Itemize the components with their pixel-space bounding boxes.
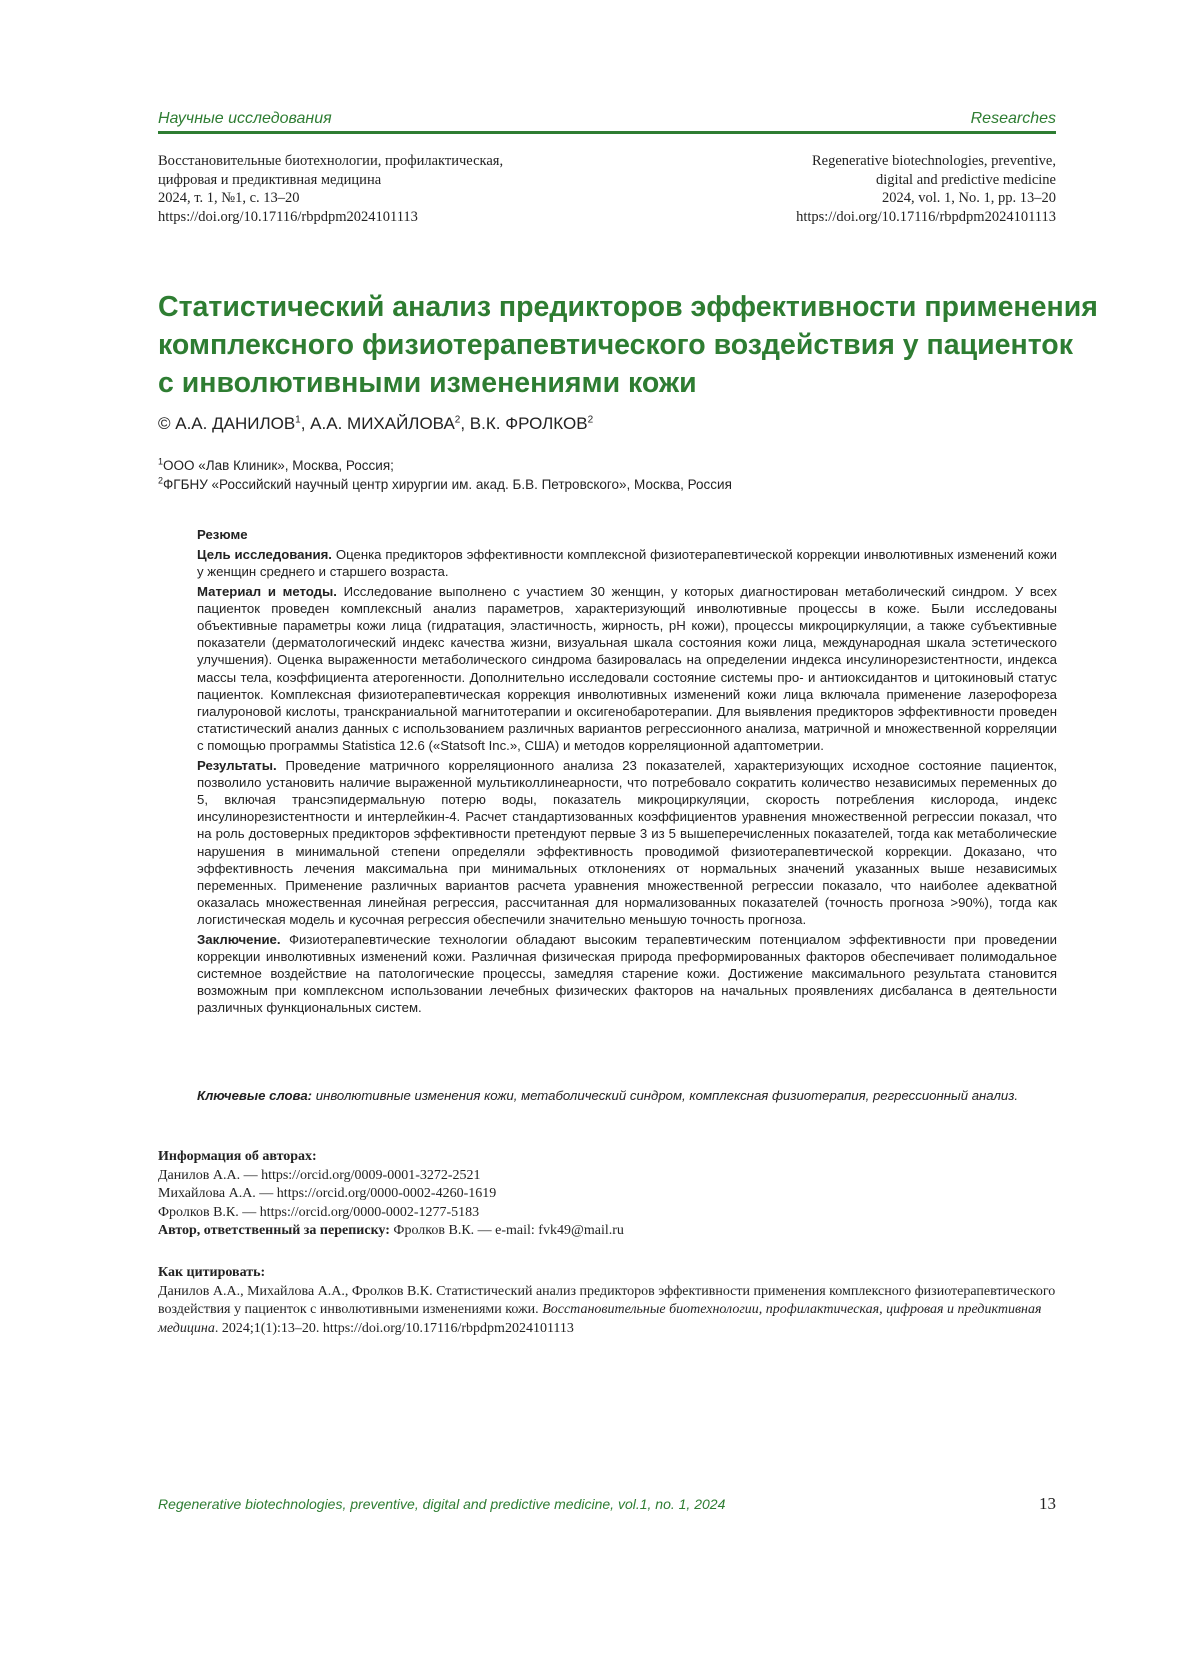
abstract-heading: Резюме	[197, 527, 248, 542]
affiliation-2	[158, 475, 732, 494]
affiliations	[158, 456, 732, 494]
section-label-en: Researches	[970, 110, 1056, 127]
methods-text: Исследование выполнено с участием 30 женщин, у которых диагностирован метаболический синдром. У всех пациенток проведен комплексный анализ параметров, характеризующий инволютивные процессы в коже. Были исследованы объективные параметры кожи лица (гидратация, эластичность, жирность, pH кожи), процессы микроциркуляции, а также субъективные показатели (дерматологический индекс качества жизни, визуальная шкала состояния кожи лица, международная шкала эстетического улучшения). Оценка выраженности метаболического синдрома базировалась на определении индекса инсулинорезистентности, индекса массы тела, коэффициента атерогенности. Дополнительно исследовали состояние системы про- и антиоксидантов и цитокиновый статус пациенток. Комплексная физиотерапевтическая коррекция инволютивных изменений кожи лица включала применение лазерофореза гиалуроновой кислоты, транскраниальной магнитотерапии и оксигенобаротерапии. Для выявления предикторов эффективности проведен статистический анализ данных с использованием различных вариантов регрессионного анализа, матричной и множественной корреляции с помощью программы Statistica 12.6 («Statsoft Inc.», США) и методов корреляционной адаптометрии.	[197, 583, 1057, 754]
abstract-results	[197, 757, 1057, 929]
journal-ru-line-3: 2024, т. 1, №1, с. 13–20	[158, 190, 300, 206]
conclusion-label: Заключение.	[197, 931, 281, 947]
journal-en-line-2: digital and predictive medicine	[876, 171, 1056, 188]
author-1: © А.А. ДАНИЛОВ	[158, 414, 296, 433]
author-1-sup: 1	[295, 414, 301, 426]
journal-en-line-3: 2024, vol. 1, No. 1, pp. 13–20	[882, 190, 1056, 206]
corresponding-author	[158, 1222, 1058, 1241]
results-text: Проведение матричного корреляционного анализа 23 показателей, характеризующих исходное состояние пациенток, позволило установить наличие выраженной мультиколлинеарности, что потребовало сократить количество независимых переменных до 5, включая трансэпидермальную потерю воды, показатель микроциркуляции, скорость потребления кислорода, индекс инсулинорезистентности и интерлейкин-4. Расчет стандартизованных коэффициентов уравнения множественной регрессии показал, что на роль достоверных предикторов эффективности претендуют первые 3 из 5 вышеперечисленных показателей, тогда как метаболические нарушения в минимальной степени определяли эффективность проводимой физиотерапевтической коррекции. Доказано, что эффективность лечения максимальна при минимальных отклонениях от нормальных значений указанных выше независимых переменных. Применение различных вариантов расчета уравнения множественной регрессии показало, что наиболее адекватной оказалась множественная линейная регрессия, рассчитанная для нормализованных показателей (точность прогноза >90%), тогда как логистическая модель и кусочная регрессия обеспечили значительно меньшую точность прогноза.	[197, 757, 1057, 928]
cite-text: Данилов А.А., Михайлова А.А., Фролков В.К. Статистический анализ предикторов эффективности применения комплексного физиотерапевтического воздействия у пациенток с инволютивными изменениями кожи.	[158, 1283, 1056, 1317]
affiliation-2-sup: 2	[158, 475, 164, 486]
page-number: 13	[1039, 1494, 1056, 1513]
journal-en-line-1: Regenerative biotechnologies, preventive,	[812, 153, 1056, 169]
running-header	[158, 110, 1056, 134]
journal-info-ru	[158, 152, 503, 226]
author-3-sup: 2	[587, 414, 594, 426]
results-label: Результаты.	[197, 757, 277, 773]
authors-info	[158, 1148, 1058, 1241]
journal-ru-line-1: Восстановительные биотехнологии, профилактическая,	[158, 153, 504, 169]
affiliation-1-text: ООО «Лав Клиник», Москва, Россия;	[163, 458, 394, 473]
keywords-label: Ключевые слова:	[197, 1088, 313, 1103]
title-line-2: комплексного физиотерапевтического воздействия у пациенток	[158, 329, 1073, 361]
page-footer	[158, 1494, 1056, 1516]
abstract-methods	[197, 583, 1057, 755]
corresponding-text: Фролков В.К. — e-mail: fvk49@mail.ru	[389, 1223, 624, 1238]
abstract	[197, 526, 1057, 1019]
keywords-text: инволютивные изменения кожи, метаболический синдром, комплексная физиотерапия, регрессионный анализ.	[312, 1088, 1019, 1103]
cite-body	[158, 1283, 1058, 1339]
title-line-1: Статистический анализ предикторов эффективности применения	[158, 291, 1098, 323]
conclusion-text: Физиотерапевтические технологии обладают высоким терапевтическим потенциалом эффективности при проведении коррекции инволютивных изменений кожи. Различная физическая природа преформированных факторов обеспечивает полимодальное системное воздействие на патологические процессы, замедляя старение кожи. Достижение максимального результата становится возможным при комплексном использовании лечебных физических факторов на начальных проявлениях дисбаланса в деятельности различных функциональных систем.	[197, 931, 1057, 1016]
authors-info-heading: Информация об авторах:	[158, 1149, 317, 1164]
affiliation-1	[158, 456, 732, 475]
aim-label: Цель исследования.	[197, 547, 332, 563]
corresponding-label: Автор, ответственный за переписку:	[158, 1223, 390, 1238]
title-line-3: с инволютивными изменениями кожи	[158, 367, 697, 399]
abstract-aim	[197, 546, 1057, 580]
journal-ru-line-2: цифровая и предиктивная медицина	[158, 171, 382, 188]
author-2: , А.А. МИХАЙЛОВА	[300, 414, 455, 433]
how-to-cite	[158, 1264, 1058, 1338]
aim-text: Оценка предикторов эффективности комплексной физиотерапевтической коррекции инволютивных изменений кожи у женщин среднего и старшего возраста.	[197, 547, 1057, 580]
affiliation-2-text: ФГБНУ «Российский научный центр хирургии им. акад. Б.В. Петровского», Москва, Россия	[163, 477, 732, 492]
methods-label: Материал и методы.	[197, 583, 337, 599]
abstract-conclusion	[197, 931, 1057, 1017]
author-orcid-2[interactable]: Михайлова А.А. — https://orcid.org/0000-0002-4260-1619	[158, 1186, 497, 1201]
journal-info-en	[796, 152, 1056, 226]
author-orcid-1[interactable]: Данилов А.А. — https://orcid.org/0009-0001-3272-2521	[158, 1167, 481, 1183]
author-list	[158, 414, 593, 434]
cite-tail: . 2024;1(1):13–20. https://doi.org/10.17116/rbpdpm2024101113	[214, 1320, 574, 1336]
author-2-sup: 2	[454, 414, 461, 426]
cite-heading: Как цитировать:	[158, 1265, 266, 1280]
author-orcid-3[interactable]: Фролков В.К. — https://orcid.org/0000-0002-1277-5183	[158, 1204, 480, 1220]
cite-journal: Восстановительные биотехнологии, профилактическая, цифровая и предиктивная медицина	[158, 1302, 1042, 1336]
footer-journal: Regenerative biotechnologies, preventive, digital and predictive medicine, vol.1, no. 1, 2024	[158, 1496, 726, 1512]
journal-en-doi-link[interactable]: https://doi.org/10.17116/rbpdpm2024101113	[796, 208, 1056, 225]
affiliation-1-sup: 1	[158, 456, 164, 467]
journal-ru-doi-link[interactable]: https://doi.org/10.17116/rbpdpm2024101113	[158, 208, 418, 225]
author-3: , В.К. ФРОЛКОВ	[460, 414, 588, 433]
keywords	[197, 1087, 1057, 1105]
section-label-ru: Научные исследования	[158, 110, 332, 127]
article-title	[158, 288, 1098, 402]
